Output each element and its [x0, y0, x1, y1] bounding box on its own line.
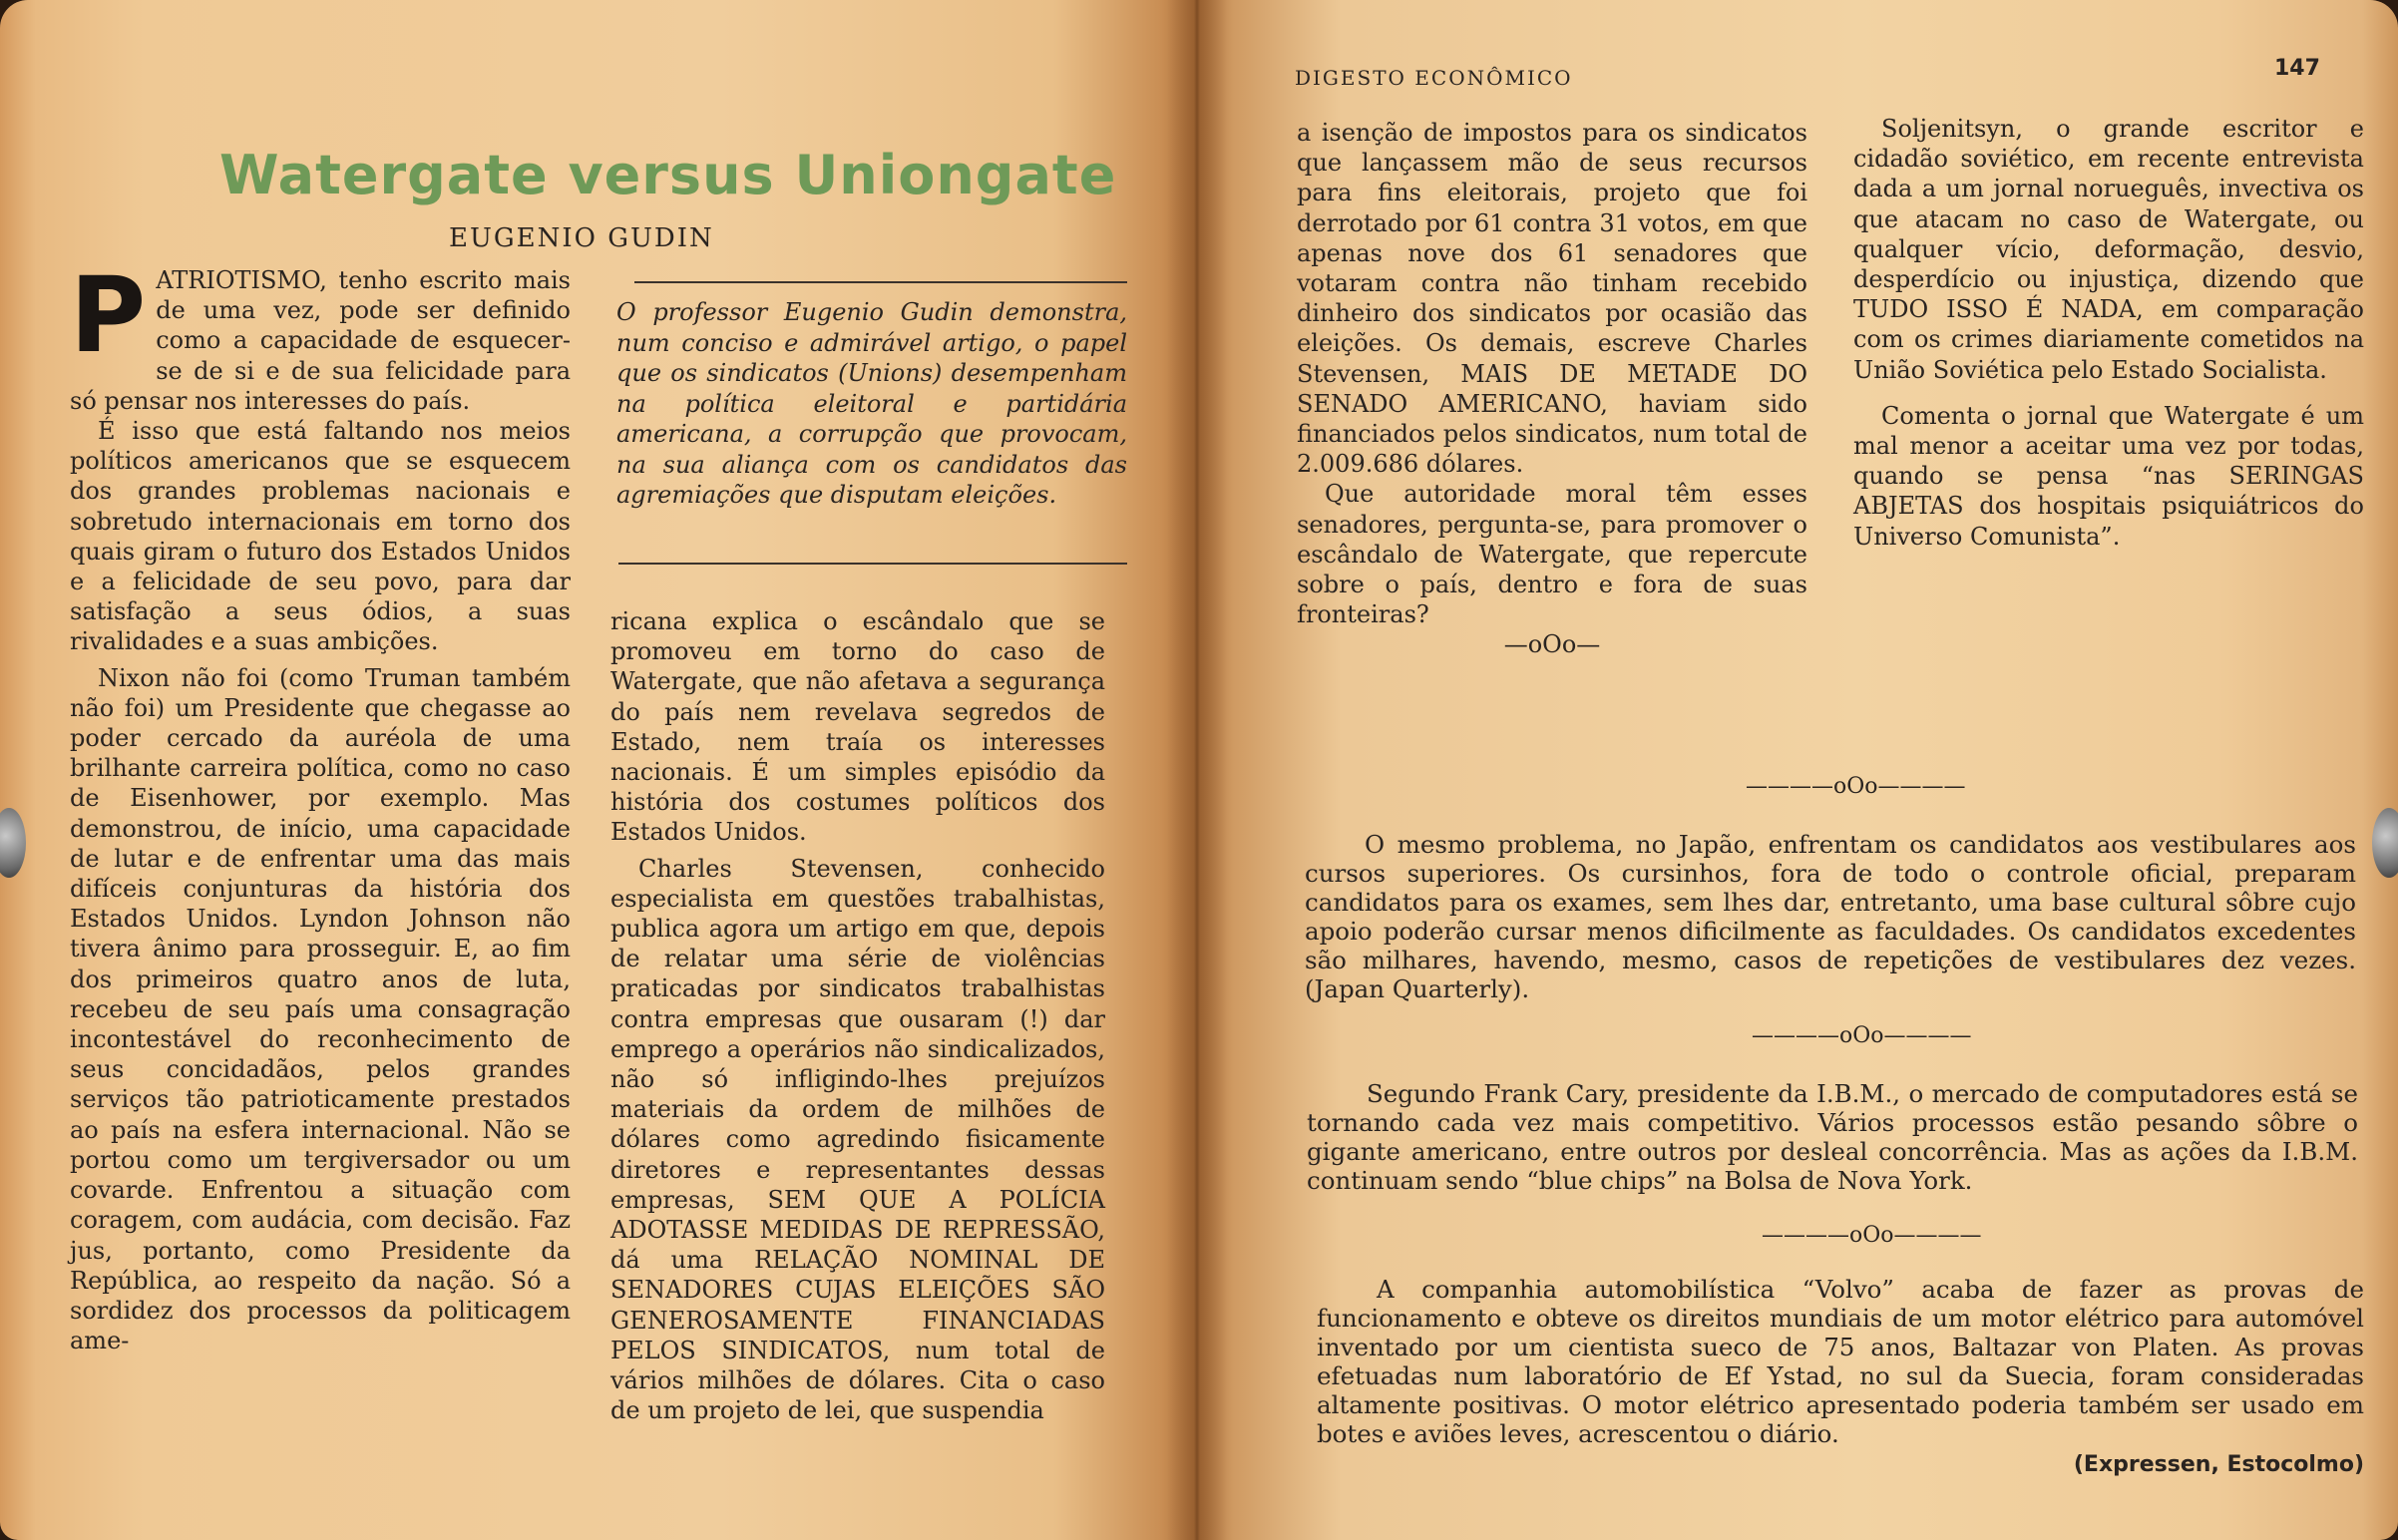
- intro-rule-top: [634, 281, 1127, 283]
- paragraph: É isso que está faltando nos meios políticos americanos que se esquecem dos grandes problemas nacionais e sobretudo internacionais em torno dos quais giram o futuro dos Estados Unidos e a felicidade de seu povo, para dar satisfação a seus ódios, a suas rivalidades e a suas ambições.: [70, 417, 571, 656]
- paragraph: a isenção de impostos para os sindicatos que lançassem mão de seus recursos para fins eleitorais, projeto que foi derrotado por 61 contra 31 votos, em que apenas nove dos 61 senadores que votaram contra não tinham recebido dinheiro dos sindicatos por ocasião das eleições. Os demais, escreve Charles Stevensen, MAIS DE METADE DO SENADO AMERICANO, haviam sido financiados pelos sindicatos, num total de 2.009.686 dólares.: [1297, 119, 1807, 479]
- paragraph-text: ATRIOTISMO, tenho escrito mais de uma vez, pode ser definido como a capacidade de esquecer-se de si e de sua felicidade para só pensar nos interesses do país.: [70, 266, 571, 415]
- paragraph: A companhia automobilística “Volvo” acaba de fazer as provas de funcionamento e obteve os direitos mundiais de um motor elétrico para automóvel inventado por um cientista sueco de 75 anos, Baltazar von Platen. As provas efetuadas num laboratório de Ef Ystad, no sul da Suecia, foram consideradas altamente positivas. O motor elétrico apresentado poderia também ser usado em botes e aviões leves, acrescentou o diário.: [1317, 1275, 2364, 1448]
- article-intro: O professor Eugenio Gudin demonstra, num conciso e admirável artigo, o papel que os sindicatos (Unions) desempenham na política eleitoral e partidária americana, a corrupção que provocam, na sua aliança com os candidatos das agremiações que disputam eleições.: [616, 298, 1127, 509]
- separator: ————oOo————: [1752, 1023, 1972, 1048]
- paragraph: Comenta o jornal que Watergate é um mal menor a aceitar uma vez por todas, quando se pensa “nas SERINGAS ABJETAS dos hospitais psiquiátricos do Universo Comunista”.: [1853, 401, 2364, 551]
- intro-rule-bottom: [618, 563, 1127, 565]
- left-page: [0, 0, 1197, 1540]
- right-column-1: [1297, 118, 1807, 660]
- news-note-ibm: [1307, 1079, 2358, 1195]
- paragraph: Soljenitsyn, o grande escritor e cidadão soviético, em recente entrevista dada a um jornal norueguês, invectiva os que atacam no caso de Watergate, ou qualquer vício, deformação, desvio, desperdício ou injustiça, dizendo que TUDO ISSO É NADA, em comparação com os crimes diariamente cometidos na União Soviética pelo Estado Socialista.: [1853, 115, 2364, 384]
- running-header: DIGESTO ECONÔMICO: [1295, 66, 1573, 90]
- source-citation: (Expressen, Estocolmo): [2073, 1452, 2364, 1477]
- paragraph: O mesmo problema, no Japão, enfrentam os candidatos aos vestibulares aos cursos superiores. Os cursinhos, fora de todo o controle oficial, preparam candidatos para os exames, sem lhes dar, entretanto, uma base cultural sôbre cujo apoio poderão cursar menos dificilmente as faculdades. Os candidatos excedentes são milhares, havendo, mesmo, casos de repetições de vestibulares dez vezes. (Japan Quarterly).: [1305, 830, 2356, 1003]
- news-note-volvo: [1317, 1275, 2364, 1479]
- paragraph: [70, 254, 571, 416]
- article-title: Watergate versus Uniongate: [219, 144, 1117, 206]
- right-column-2: [1853, 114, 2364, 552]
- paragraph: Nixon não foi (como Truman também não foi) um Presidente que chegasse ao poder cercado da auréola de uma brilhante carreira política, como no caso de Eisenhower, por exemplo. Mas demonstrou, de início, uma capacidade de lutar e de enfrentar uma das mais difíceis conjunturas da história dos Estados Unidos. Lyndon Johnson não tivera ânimo para prosseguir. E, ao fim dos primeiros quatro anos de luta, recebeu de seu país uma consagração incontestável do reconhecimento de seus concidadãos, pelos grandes serviços tão patrioticamente prestados ao país na esfera internacional. Não se portou como um tergiversador ou um covarde. Enfrentou a situação com coragem, com audácia, com decisão. Faz jus, portanto, como Presidente da República, ao respeito da nação. Só a sordidez dos processos da politicagem ame-: [70, 663, 571, 1355]
- paragraph: Segundo Frank Cary, presidente da I.B.M., o mercado de computadores está se tornando cada vez mais competitivo. Vários processos estão pesando sôbre o gigante americano, entre outros por desleal concorrência. Mas as ações da I.B.M. continuam sendo “blue chips” na Bolsa de Nova York.: [1307, 1079, 2358, 1195]
- page-number: 147: [2274, 56, 2320, 81]
- staple-icon: [2372, 808, 2398, 878]
- paragraph: Que autoridade moral têm esses senadores, pergunta-se, para promover o escândalo de Watergate, que repercute sobre o país, dentro e fora de suas fronteiras?: [1297, 480, 1807, 629]
- paragraph: ricana explica o escândalo que se promoveu em torno do caso de Watergate, que não afetava a segurança do país nem revelava segredos de Estado, nem traía os interesses nacionais. É um simples episódio da história dos costumes políticos dos Estados Unidos.: [610, 607, 1105, 847]
- drop-cap: P: [70, 254, 147, 376]
- news-note-japan: [1305, 830, 2356, 1003]
- separator: ————oOo————: [1762, 1223, 1982, 1248]
- separator: ————oOo————: [1746, 774, 1966, 799]
- paragraph: Charles Stevensen, conhecido especialista em questões trabalhistas, publica agora um artigo em que, depois de relatar uma série de violências praticadas por sindicatos trabalhistas contra empresas que ousaram (!) dar emprego a operários não sindicalizados, não só infligindo-lhes prejuízos materiais da ordem de milhões de dólares como agredindo fisicamente diretores e representantes dessas empresas, SEM QUE A POLÍCIA ADOTASSE MEDIDAS DE REPRESSÃO, dá uma RELAÇÃO NOMINAL DE SENADORES CUJAS ELEIÇÕES SÃO GENEROSAMENTE FINANCIADAS PELOS SINDICATOS, num total de vários milhões de dólares. Cita o caso de um projeto de lei, que suspendia: [610, 854, 1105, 1425]
- end-mark: —oOo—: [1503, 630, 1601, 659]
- article-author: EUGENIO GUDIN: [449, 223, 714, 253]
- right-page: [1197, 0, 2398, 1540]
- left-column-1: [70, 254, 571, 1355]
- left-column-2: [610, 606, 1105, 1425]
